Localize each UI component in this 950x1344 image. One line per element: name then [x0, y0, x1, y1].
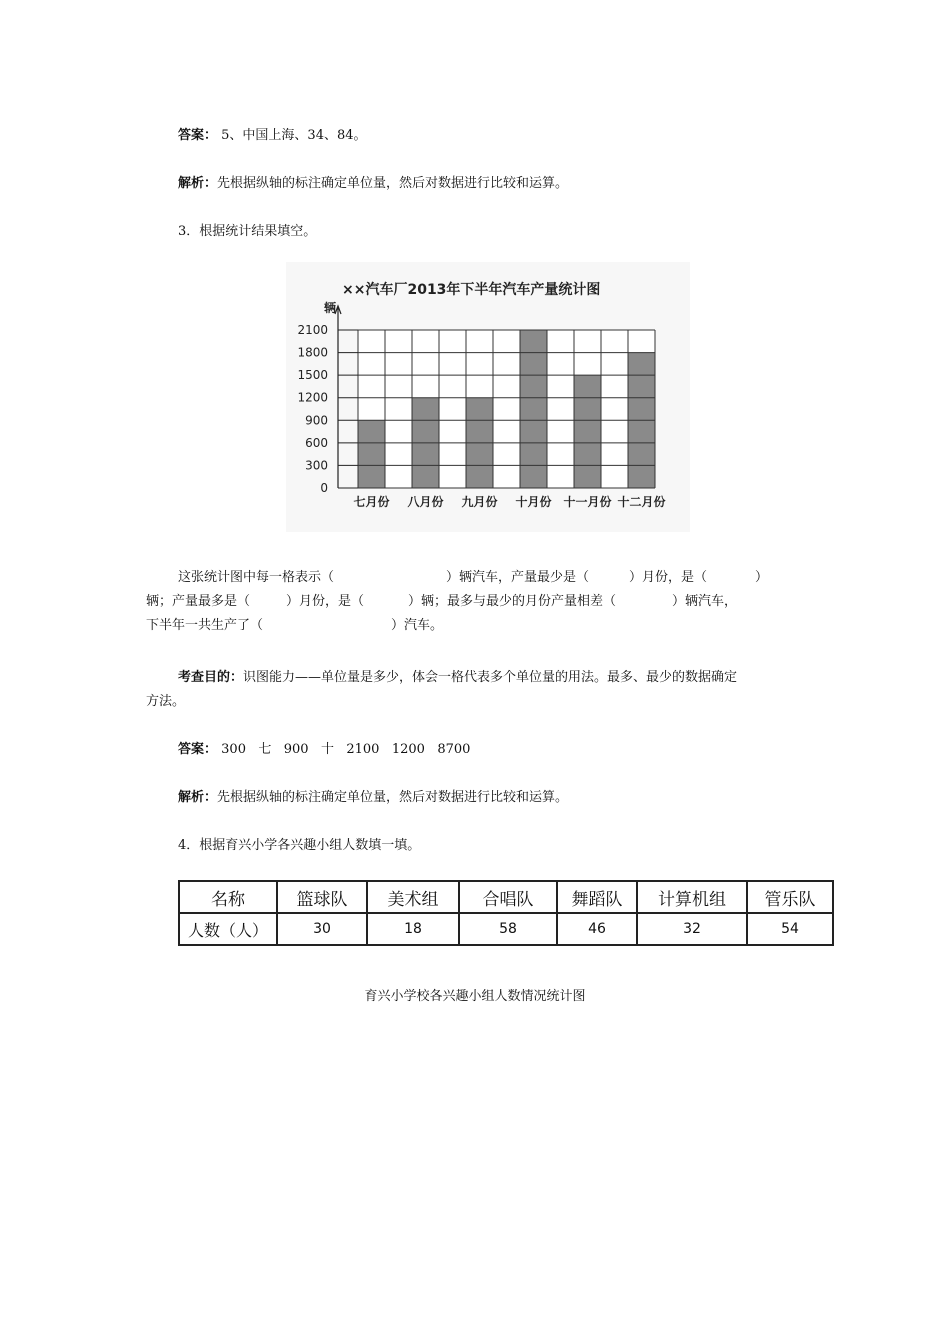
analysis-label: 解析： [178, 176, 218, 191]
table-cell: 篮球队 [277, 881, 367, 913]
table-row [179, 913, 833, 945]
fill-text: ）辆汽车， [672, 594, 738, 609]
purpose-label: 考查目的： [178, 670, 244, 685]
bar [520, 330, 547, 488]
y-tick-label: 2100 [297, 323, 328, 337]
analysis-3 [178, 786, 568, 805]
purpose-line-1 [178, 666, 737, 685]
fill-text: ）月份，是（ [286, 594, 365, 609]
table-cell: 舞蹈队 [557, 881, 637, 913]
y-tick-label: 300 [305, 458, 328, 473]
table-cell: 名称 [179, 881, 277, 913]
fill-line-2 [146, 590, 737, 609]
y-tick-label: 900 [305, 413, 328, 428]
answer-label: 答案： [178, 128, 218, 143]
y-tick-label: 1500 [297, 368, 328, 383]
y-tick-label: 1800 [297, 345, 328, 360]
plot-area [358, 330, 655, 488]
fill-text: 辆；产量最多是（ [146, 594, 251, 609]
table-cell: 18 [367, 913, 459, 945]
x-tick-label: 八月份 [407, 495, 444, 509]
answer-text: 5、中国上海、34、84。 [217, 128, 367, 143]
x-tick-label: 九月份 [461, 495, 498, 509]
y-tick-label: 0 [320, 481, 328, 495]
fill-line-1 [178, 566, 768, 585]
y-axis-label: 辆 [323, 301, 337, 315]
x-tick-label: 十二月份 [617, 495, 666, 509]
table-cell: 人数（人） [179, 913, 277, 945]
fill-text: ）汽车。 [391, 618, 444, 633]
x-tick-label: 十一月份 [563, 495, 612, 509]
table-cell: 美术组 [367, 881, 459, 913]
chart-caption-4: 育兴小学校各兴趣小组人数情况统计图 [364, 989, 586, 1004]
table-cell: 32 [637, 913, 747, 945]
analysis-text: 先根据纵轴的标注确定单位量，然后对数据进行比较和运算。 [217, 176, 569, 191]
purpose-text: 识图能力——单位量是多少，体会一格代表多个单位量的用法。最多、最少的数据确定 [243, 670, 738, 685]
bar [358, 420, 385, 488]
x-tick-label: 七月份 [353, 495, 390, 509]
answer-text: 300 七 900 十 2100 1200 8700 [217, 742, 471, 757]
fill-text: ）辆汽车，产量最少是（ [446, 570, 590, 585]
table-header-row [179, 881, 833, 913]
table-cell: 54 [747, 913, 833, 945]
question-3: 3．根据统计结果填空。 [178, 224, 317, 239]
table-cell: 合唱队 [459, 881, 557, 913]
interest-group-table [178, 880, 834, 946]
fill-text: ）月份，是（ [629, 570, 708, 585]
table-cell: 58 [459, 913, 557, 945]
answer-3 [178, 738, 470, 757]
purpose-line-2: 方法。 [146, 694, 186, 709]
bar [574, 375, 601, 488]
fill-text: 这张统计图中每一格表示（ [178, 570, 335, 585]
fill-line-3 [146, 614, 443, 633]
table-cell: 计算机组 [637, 881, 747, 913]
analysis-1 [178, 172, 568, 191]
answer-1 [178, 124, 367, 143]
production-bar-chart [286, 262, 690, 532]
chart-title: ××汽车厂2013年下半年汽车产量统计图 [342, 282, 601, 298]
fill-text: ） [755, 570, 769, 585]
fill-text: ）辆；最多与最少的月份产量相差（ [408, 594, 617, 609]
answer-label: 答案： [178, 742, 218, 757]
analysis-label: 解析： [178, 790, 218, 805]
table-cell: 46 [557, 913, 637, 945]
fill-text: 下半年一共生产了（ [146, 618, 264, 633]
y-tick-label: 1200 [297, 390, 328, 405]
x-tick-label: 十月份 [515, 495, 552, 509]
analysis-text: 先根据纵轴的标注确定单位量，然后对数据进行比较和运算。 [217, 790, 569, 805]
y-tick-label: 600 [305, 435, 328, 450]
question-4: 4．根据育兴小学各兴趣小组人数填一填。 [178, 838, 421, 853]
table-cell: 30 [277, 913, 367, 945]
table-cell: 管乐队 [747, 881, 833, 913]
